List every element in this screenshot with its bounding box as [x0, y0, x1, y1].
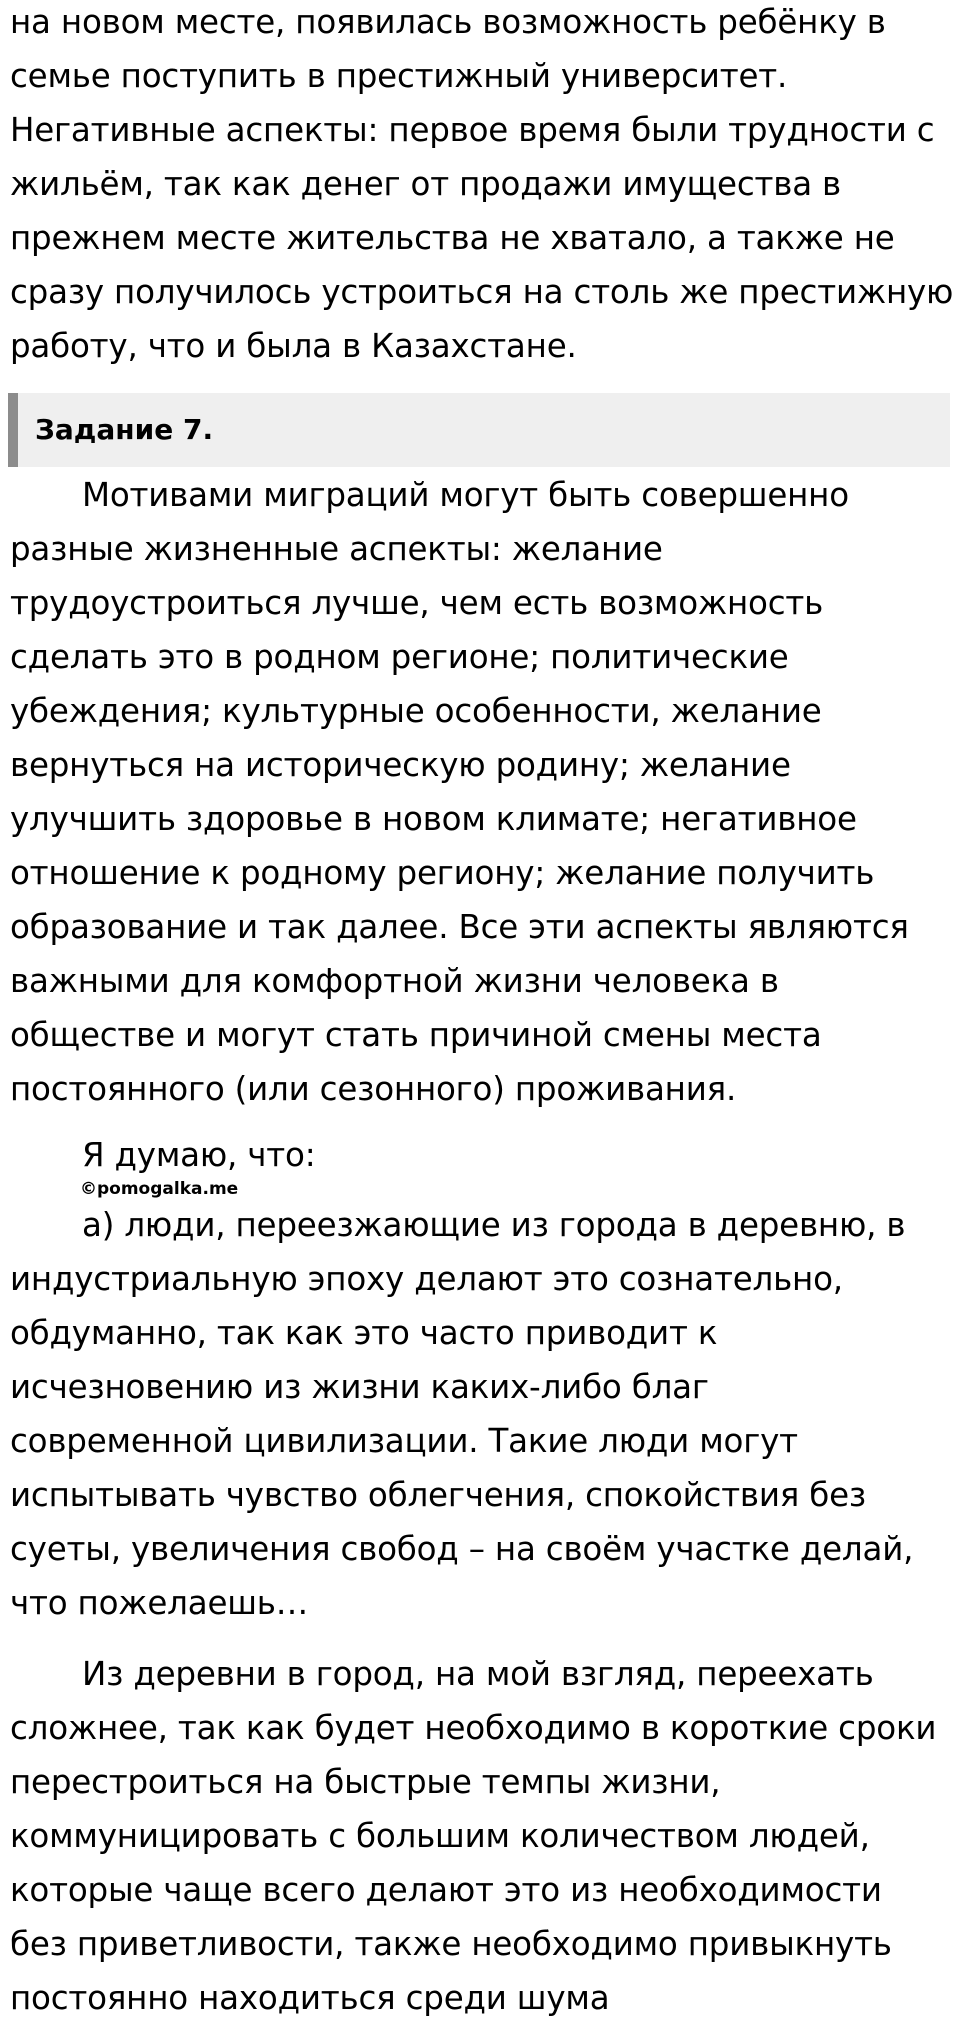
text-line: сразу получилось устроиться на столь же престижную [10, 273, 954, 311]
text-line: жильём, так как денег от продажи имущества в [10, 165, 841, 203]
task-heading-bar [8, 393, 950, 467]
text-line: суеты, увеличения свобод – на своём участке делай, [10, 1530, 914, 1568]
motives-paragraph [10, 468, 952, 1116]
text-line: современной цивилизации. Такие люди могут [10, 1422, 798, 1460]
text-line: обдуманно, так как это часто приводит к [10, 1314, 718, 1352]
text-line: что пожелаешь… [10, 1584, 309, 1622]
opinion-intro: Я думаю, что: [82, 1136, 316, 1174]
text-line: Мотивами миграций могут быть совершенно [82, 476, 849, 514]
text-line: постоянно находиться среди шума [10, 1979, 610, 2017]
watermark: ©pomogalka.me [80, 1179, 239, 1199]
text-line: постоянного (или сезонного) проживания. [10, 1070, 737, 1108]
text-line: отношение к родному региону; желание получить [10, 854, 875, 892]
text-line: трудоустроиться лучше, чем есть возможность [10, 584, 824, 622]
text-line: улучшить здоровье в новом климате; негативное [10, 800, 857, 838]
text-line: без приветливости, также необходимо привыкнуть [10, 1925, 892, 1963]
task-heading: Задание 7. [35, 413, 214, 446]
text-line: разные жизненные аспекты: желание [10, 530, 663, 568]
text-line: которые чаще всего делают это из необходимости [10, 1871, 882, 1909]
text-line: на новом месте, появилась возможность ребёнку в [10, 3, 886, 41]
text-line: важными для комфортной жизни человека в [10, 962, 779, 1000]
text-line: коммуницировать с большим количеством людей, [10, 1817, 870, 1855]
village-to-city-paragraph [10, 1647, 952, 2025]
text-line: вернуться на историческую родину; желание [10, 746, 791, 784]
intro-paragraph [10, 0, 952, 373]
text-line: прежнем месте жительства не хватало, а также не [10, 219, 895, 257]
text-line: обществе и могут стать причиной смены места [10, 1016, 822, 1054]
text-line: исчезновению из жизни каких-либо благ [10, 1368, 709, 1406]
text-line: перестроиться на быстрые темпы жизни, [10, 1763, 721, 1801]
text-line: сделать это в родном регионе; политические [10, 638, 789, 676]
text-line: убеждения; культурные особенности, желание [10, 692, 822, 730]
text-line: а) люди, переезжающие из города в деревню, в [82, 1206, 906, 1244]
text-line: работу, что и была в Казахстане. [10, 327, 577, 365]
point-a-paragraph [10, 1198, 952, 1630]
text-line: семье поступить в престижный университет. [10, 57, 788, 95]
text-line: Из деревни в город, на мой взгляд, переехать [82, 1655, 874, 1693]
text-line: Негативные аспекты: первое время были трудности с [10, 111, 935, 149]
text-line: образование и так далее. Все эти аспекты являются [10, 908, 909, 946]
opinion-intro-block [10, 1128, 952, 1182]
text-line: сложнее, так как будет необходимо в короткие сроки [10, 1709, 937, 1747]
text-line: испытывать чувство облегчения, спокойствия без [10, 1476, 867, 1514]
text-line: индустриальную эпоху делают это сознательно, [10, 1260, 843, 1298]
